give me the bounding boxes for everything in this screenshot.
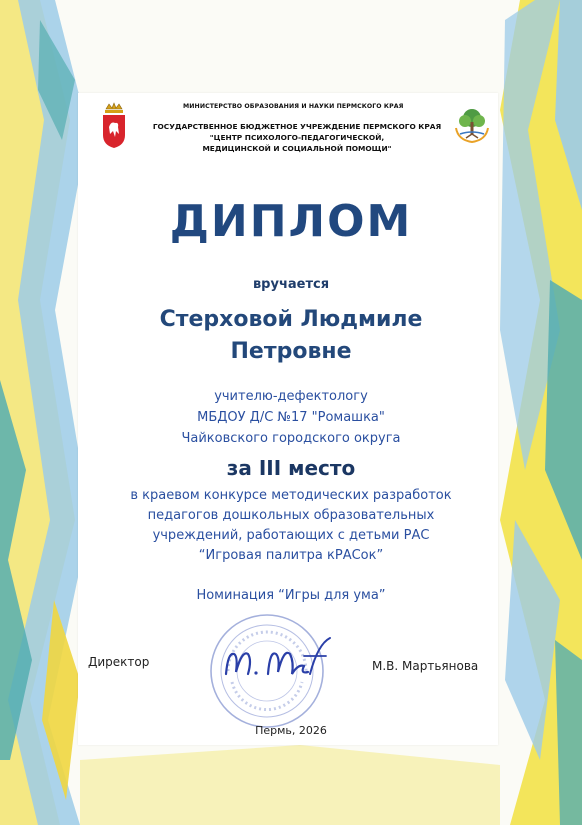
recipient-name-line-2: Петровне: [230, 339, 352, 364]
perm-krai-emblem-icon: [101, 101, 127, 149]
nomination: Номинация “Игры для ума”: [196, 588, 386, 603]
ministry-name: МИНИСТЕРСТВО ОБРАЗОВАНИЯ И НАУКИ ПЕРМСКОГО КРАЯ: [183, 103, 404, 110]
recipient-role-line-1: учителю-дефектологу: [214, 389, 368, 404]
contest-description-line-2: педагогов дошкольных образовательных: [147, 508, 435, 523]
city-and-year: Пермь, 2026: [255, 724, 327, 737]
organization-line-3: МЕДИЦИНСКОЙ И СОЦИАЛЬНОЙ ПОМОЩИ": [202, 144, 392, 153]
organization-name: [142, 121, 452, 154]
signatory-name: М.В. Мартьянова: [372, 659, 479, 673]
diploma-title: ДИПЛОМ: [169, 196, 413, 247]
contest-description-line-1: в краевом конкурсе методических разработок: [130, 488, 452, 503]
signatory-role: Директор: [88, 655, 150, 669]
recipient-name-line-1: Стерховой Людмиле: [159, 307, 423, 332]
recipient-name: [0, 304, 582, 368]
contest-description: [0, 486, 582, 566]
contest-description-line-3: учреждений, работающих с детьми РАС: [152, 528, 430, 543]
organization-line-2: "ЦЕНТР ПСИХОЛОГО-ПЕДАГОГИЧЕСКОЙ,: [209, 133, 385, 142]
organization-line-1: ГОСУДАРСТВЕННОЕ БЮДЖЕТНОЕ УЧРЕЖДЕНИЕ ПЕРМСКОГО КРАЯ: [152, 122, 442, 131]
director-signature-icon: [212, 634, 342, 684]
awarded-text: вручается: [252, 277, 330, 292]
award-place: за III место: [226, 456, 356, 480]
recipient-role-line-3: Чайковского городского округа: [181, 431, 401, 446]
recipient-role: [0, 386, 582, 449]
contest-description-line-4: “Игровая палитра кРАСок”: [198, 548, 384, 563]
recipient-role-line-2: МБДОУ Д/С №17 "Ромашка": [197, 410, 385, 425]
center-tree-logo-icon: [452, 104, 492, 144]
